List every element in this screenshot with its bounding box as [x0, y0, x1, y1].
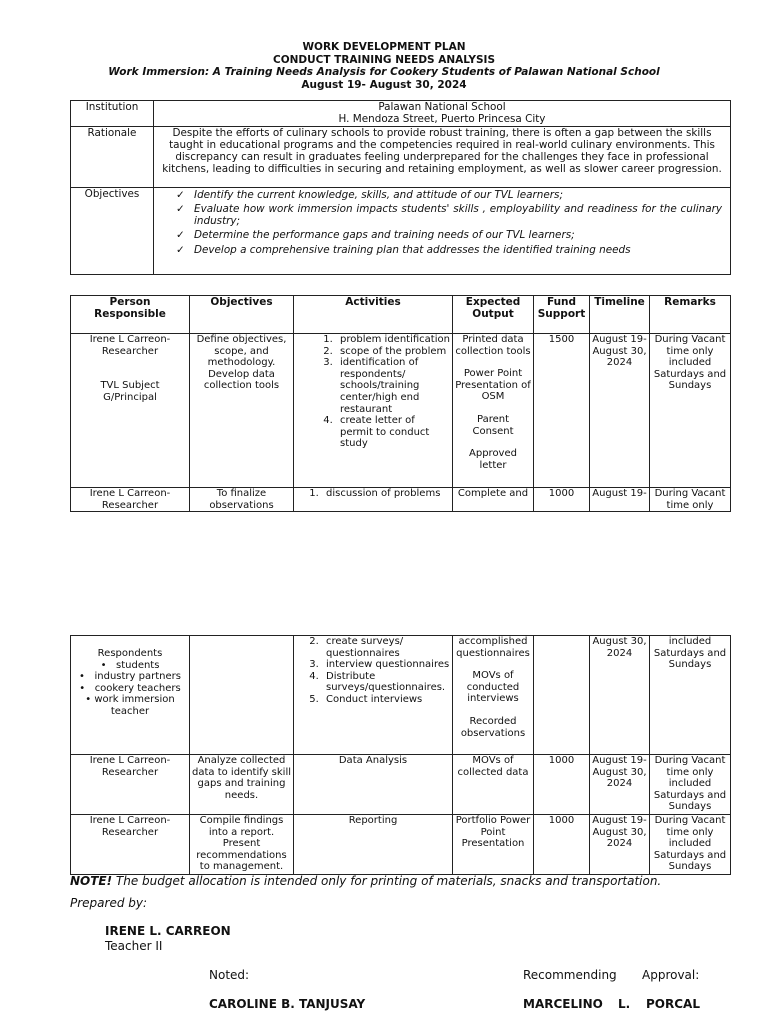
remarks-cell: During Vacant time only included Saturdays and Sundays — [650, 815, 731, 875]
table-row — [71, 488, 731, 512]
timeline-cell: August 19- August 30, 2024 — [590, 334, 650, 488]
check-icon: ✓ — [176, 243, 185, 256]
header-person: Person Responsible — [71, 296, 190, 334]
doc-title: WORK DEVELOPMENT PLAN — [302, 41, 466, 53]
institution-value — [154, 101, 731, 127]
output-cell — [453, 334, 534, 488]
note-label: NOTE! — [70, 874, 113, 888]
activities-cell: Reporting — [294, 815, 453, 875]
institution-row — [71, 101, 731, 127]
info-table — [70, 100, 731, 275]
check-icon: ✓ — [176, 188, 185, 201]
remarks-cell: included Saturdays and Sundays — [650, 636, 731, 755]
recommending-label: Recommending — [523, 968, 617, 982]
output-item: MOVs of conducted interviews — [466, 670, 520, 705]
remarks-cell: During Vacant time only — [650, 488, 731, 512]
budget-note — [70, 874, 661, 888]
header-remarks: Remarks — [650, 296, 731, 334]
person-cell: Irene L Carreon-Researcher — [71, 488, 190, 512]
list-item: • work immersion teacher — [85, 694, 175, 717]
list-item: • industry partners — [79, 671, 181, 683]
preparer-title: Teacher II — [105, 939, 163, 953]
plan-table-part2 — [70, 635, 731, 875]
output-item: accomplished questionnaires — [456, 636, 530, 659]
list-item: 4. create letter of permit to conduct study — [336, 415, 450, 450]
person-cell — [71, 636, 190, 755]
objective-item: ✓ Determine the performance gaps and training needs of our TVL learners; — [176, 229, 575, 242]
doc-study-title: Work Immersion: A Training Needs Analysis for Cookery Students of Palawan National School — [108, 66, 660, 79]
output-item: Parent Consent — [472, 413, 514, 437]
header-output: Expected Output — [453, 296, 534, 334]
rationale-label: Rationale — [71, 126, 154, 187]
output-cell — [453, 636, 534, 755]
objectives-label: Objectives — [71, 187, 154, 274]
header-fund: Fund Support — [534, 296, 590, 334]
respondents-label: Respondents — [97, 648, 163, 659]
list-item: 5. Conduct interviews — [322, 694, 450, 706]
respondents-list — [73, 660, 187, 718]
objectives-cell — [154, 187, 731, 274]
objectives-cell: To finalize observations — [190, 488, 294, 512]
header-timeline: Timeline — [590, 296, 650, 334]
list-item: • students — [100, 659, 160, 671]
fund-cell: 1000 — [534, 755, 590, 815]
institution-address: H. Mendoza Street, Puerto Princesa City — [338, 113, 546, 126]
list-item: 1. problem identification — [336, 334, 450, 346]
activities-cell: Data Analysis — [294, 755, 453, 815]
timeline-cell: August 19- August 30, 2024 — [590, 755, 650, 815]
institution-name: Palawan National School — [378, 101, 506, 113]
list-item: 2. scope of the problem — [336, 346, 450, 358]
list-item: 4. Distribute surveys/questionnaires. — [322, 671, 450, 694]
person-cell — [71, 334, 190, 488]
doc-date-range: August 19- August 30, 2024 — [301, 78, 467, 91]
fund-cell — [534, 636, 590, 755]
person-cell: Irene L Carreon-Researcher — [71, 755, 190, 815]
objective-item: ✓ Evaluate how work immersion impacts students' skills , employability and readiness for the culinary industry; — [176, 202, 722, 228]
activities-cell — [294, 488, 453, 512]
approval-label: Approval: — [642, 968, 700, 982]
objectives-cell — [190, 636, 294, 755]
objectives-cell: Define objectives, scope, and methodology. Develop data collection tools — [190, 334, 294, 488]
list-item: 3. identification of respondents/ schools/training center/high end restaurant — [336, 357, 450, 415]
institution-label: Institution — [71, 101, 154, 127]
objective-item: ✓ Identify the current knowledge, skills, and attitude of our TVL learners; — [176, 188, 563, 201]
preparer-name: IRENE L. CARREON — [105, 924, 231, 938]
table-row — [71, 334, 731, 488]
objectives-row — [71, 187, 731, 274]
activities-list — [296, 334, 450, 450]
prepared-by-label: Prepared by: — [70, 896, 148, 910]
check-icon: ✓ — [176, 229, 185, 242]
output-cell: MOVs of collected data — [453, 755, 534, 815]
table-row — [71, 815, 731, 875]
activities-list — [296, 636, 450, 706]
approver-middle-initial: L. — [618, 997, 631, 1011]
noted-label: Noted: — [209, 968, 250, 982]
objectives-cell: Compile findings into a report. Present recommendations to management. — [190, 815, 294, 875]
timeline-cell: August 19- August 30, 2024 — [590, 815, 650, 875]
header-objectives: Objectives — [190, 296, 294, 334]
activities-cell — [294, 334, 453, 488]
list-item: 1. discussion of problems — [322, 488, 450, 500]
person-name: Irene L Carreon-Researcher — [89, 334, 171, 357]
output-item: Approved letter — [469, 448, 517, 471]
remarks-cell: During Vacant time only included Saturdays and Sundays — [650, 334, 731, 488]
table-row — [71, 755, 731, 815]
check-icon: ✓ — [176, 202, 185, 215]
activities-cell — [294, 636, 453, 755]
remarks-cell: During Vacant time only included Saturdays and Sundays — [650, 755, 731, 815]
plan-table-part1 — [70, 295, 731, 512]
list-item: 3. interview questionnaires — [322, 659, 450, 671]
output-cell: Complete and — [453, 488, 534, 512]
output-item: Recorded observations — [460, 715, 526, 739]
fund-cell: 1500 — [534, 334, 590, 488]
header-activities: Activities — [294, 296, 453, 334]
output-item: Power Point Presentation of OSM — [455, 368, 531, 403]
timeline-cell: August 19- — [590, 488, 650, 512]
rationale-text: Despite the efforts of culinary schools to provide robust training, there is often a gap between the skills taught in educational programs and the competencies required in real-world culinary environments. This discrepancy can result in graduates feeling underprepared for the challenges they face in professional kitchens, leading to difficulties in securing and retaining employment, as well as slower career progression. — [154, 126, 731, 187]
noted-signatory-name: CAROLINE B. TANJUSAY — [209, 997, 366, 1011]
activities-list — [296, 488, 450, 500]
fund-cell: 1000 — [534, 815, 590, 875]
fund-cell: 1000 — [534, 488, 590, 512]
document-header — [0, 41, 768, 91]
doc-subtitle: CONDUCT TRAINING NEEDS ANALYSIS — [272, 53, 496, 66]
list-item: 2. create surveys/ questionnaires — [322, 636, 450, 659]
person-cell: Irene L Carreon-Researcher — [71, 815, 190, 875]
approver-last-name: PORCAL — [646, 997, 700, 1011]
table-row — [71, 636, 731, 755]
plan-header-row — [71, 296, 731, 334]
note-text: The budget allocation is intended only for printing of materials, snacks and transportation. — [112, 874, 662, 888]
objective-item: ✓ Develop a comprehensive training plan that addresses the identified training needs — [176, 243, 631, 256]
timeline-cell: August 30, 2024 — [590, 636, 650, 755]
person-name: TVL Subject G/Principal — [100, 380, 160, 403]
list-item: • cookery teachers — [79, 682, 181, 694]
output-item: Printed data collection tools — [455, 334, 531, 357]
rationale-row — [71, 126, 731, 187]
objectives-cell: Analyze collected data to identify skill gaps and training needs. — [190, 755, 294, 815]
approver-first-name: MARCELINO — [523, 997, 603, 1011]
objectives-list — [156, 188, 728, 256]
output-cell: Portfolio Power Point Presentation — [453, 815, 534, 875]
